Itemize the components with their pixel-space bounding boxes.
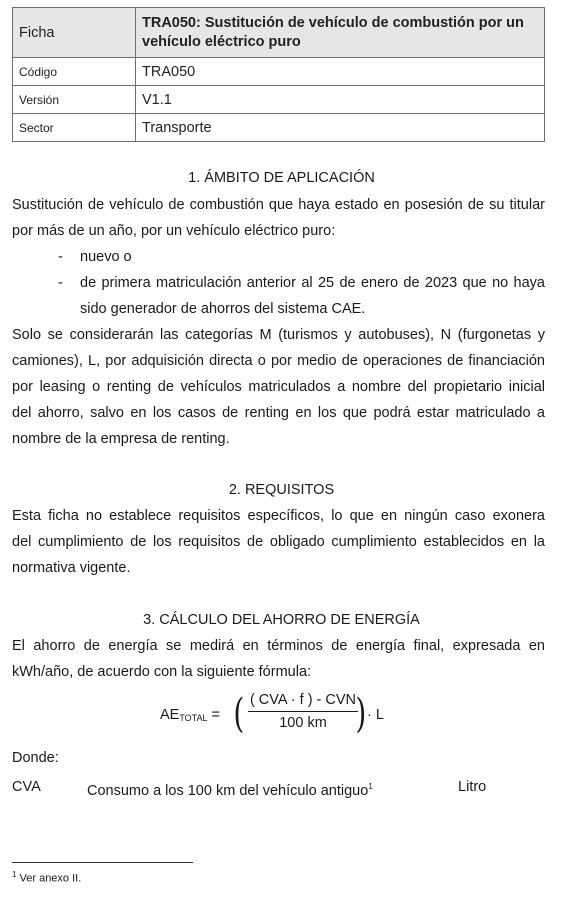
footnote-mark: 1 xyxy=(12,870,17,879)
ficha-table xyxy=(12,7,545,142)
ambito-categories-paragraph xyxy=(12,322,545,452)
paragraph-line: del ahorro, salvo en los casos de renting en los que podrá estar matriculado a xyxy=(12,405,545,421)
footnote-ref: 1 xyxy=(368,782,373,791)
formula-denominator: 100 km xyxy=(279,715,327,731)
paragraph-line: nombre de la empresa de renting. xyxy=(12,431,230,447)
bullet-marker: - xyxy=(58,275,63,291)
ficha-title: TRA050: Sustitución de vehículo de combustión por un vehículo eléctrico puro xyxy=(136,8,545,58)
ficha-row-value: Transporte xyxy=(136,114,545,142)
ambito-intro xyxy=(12,192,545,244)
ambito-intro-line: Sustitución de vehículo de combustión que haya estado en posesión de su titular xyxy=(12,197,545,213)
ficha-row xyxy=(13,86,545,114)
paragraph-line: normativa vigente. xyxy=(12,560,131,576)
footnote xyxy=(12,870,81,885)
bullet-item xyxy=(80,270,545,322)
ficha-header-row xyxy=(13,8,545,58)
ficha-row-value: V1.1 xyxy=(136,86,545,114)
paragraph-line: Esta ficha no establece requisitos específicos, lo que en ningún caso exonera xyxy=(12,508,545,524)
formula-lhs: $AE_{TOTAL}$ = xyxy=(160,707,221,723)
footnote-text: Ver anexo II. xyxy=(16,872,82,885)
paragraph-line: por leasing o renting de vehículos matriculados a nombre del propietario inicial xyxy=(12,379,545,395)
formula-numerator: ( CVA · f ) - CVN xyxy=(249,692,357,708)
paragraph-line: del cumplimiento de los requisitos de obligado cumplimiento establecidos en la xyxy=(12,534,545,550)
ficha-row xyxy=(13,58,545,86)
bullet-item: nuevo o xyxy=(80,249,132,265)
ambito-intro-line: por más de un año, por un vehículo eléctrico puro: xyxy=(12,223,336,239)
variable-symbol: CVA xyxy=(12,779,41,795)
ficha-row-key: Código xyxy=(13,58,136,86)
paragraph-line: El ahorro de energía se medirá en términos de energía final, expresada en xyxy=(12,638,545,654)
ficha-header-key: Ficha xyxy=(13,8,136,58)
variable-unit: Litro xyxy=(458,779,487,795)
formula-lhs-subscript: TOTAL xyxy=(179,713,208,723)
formula-rhs: · L xyxy=(367,707,384,723)
ficha-row-key: Sector xyxy=(13,114,136,142)
requisitos-paragraph xyxy=(12,503,545,581)
formula-fraction-bar xyxy=(248,711,358,712)
donde-label: Donde: xyxy=(12,750,59,766)
bullet-marker: - xyxy=(58,249,63,265)
energy-saving-formula xyxy=(160,692,400,742)
paragraph-line: Solo se considerarán las categorías M (turismos y autobuses), N (furgonetas y xyxy=(12,327,545,343)
section-heading-ambito: 1. ÁMBITO DE APLICACIÓN xyxy=(188,170,375,186)
formula-close-paren: ) xyxy=(355,691,367,737)
ficha-row-key: Versión xyxy=(13,86,136,114)
section-heading-calculo: 3. CÁLCULO DEL AHORRO DE ENERGÍA xyxy=(143,612,420,628)
variable-row xyxy=(12,774,545,800)
bullet-item-line: sido generador de ahorros del sistema CAE. xyxy=(80,301,366,317)
footnote-separator xyxy=(12,862,193,863)
formula-open-paren: ( xyxy=(233,691,245,737)
ficha-row xyxy=(13,114,545,142)
variable-description: Consumo a los 100 km del vehículo antiguo$^1$ xyxy=(87,782,373,799)
paragraph-line: kWh/año, de acuerdo con la siguiente fórmula: xyxy=(12,664,312,680)
bullet-item-line: de primera matriculación anterior al 25 de enero de 2023 que no haya xyxy=(80,275,545,291)
section-heading-requisitos: 2. REQUISITOS xyxy=(228,482,335,498)
calculo-paragraph xyxy=(12,633,545,685)
ficha-row-value: TRA050 xyxy=(136,58,545,86)
paragraph-line: camiones), L, por adquisición directa o por medio de operaciones de financiación xyxy=(12,353,545,369)
